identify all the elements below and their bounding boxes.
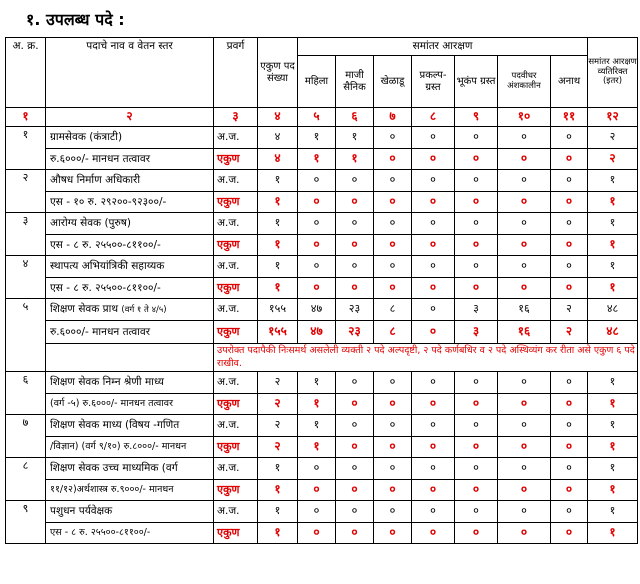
value-cell: १ — [258, 458, 298, 480]
row-number: ९ — [6, 501, 46, 544]
value-cell: १ — [336, 127, 374, 149]
total-cell: २ — [258, 394, 298, 415]
value-cell: ० — [498, 458, 551, 480]
index-cell: ४ — [258, 108, 298, 127]
category-cell: अ.ज. — [214, 170, 258, 192]
total-cell: ३ — [455, 321, 498, 344]
index-cell: ७ — [374, 108, 412, 127]
value-cell: ० — [412, 458, 455, 480]
total-cell: १ — [588, 394, 638, 415]
total-cell: १ — [258, 480, 298, 501]
category-cell: अ.ज. — [214, 256, 258, 278]
value-cell: ० — [551, 372, 588, 394]
value-cell: १ — [588, 372, 638, 394]
total-cell: २ — [588, 149, 638, 170]
value-cell: १ — [588, 213, 638, 235]
index-cell: १२ — [588, 108, 638, 127]
table-row — [6, 372, 638, 394]
value-cell: ० — [498, 501, 551, 523]
table-row — [6, 415, 638, 437]
total-cell: १ — [588, 523, 638, 544]
total-cell: ० — [374, 523, 412, 544]
total-cell: ० — [298, 523, 336, 544]
total-cell: १५५ — [258, 321, 298, 344]
header-sno: अ. क्र. — [6, 38, 46, 108]
total-cell: ० — [551, 523, 588, 544]
pay-scale: एस - ८ रु. २५५००-८११००/- — [46, 278, 214, 299]
value-cell: ० — [455, 501, 498, 523]
value-cell: ० — [412, 127, 455, 149]
header-other: समांतर आरक्षण व्यतिरिक्त (इतर) — [588, 38, 638, 108]
post-name — [46, 256, 214, 278]
total-label: एकुण — [214, 480, 258, 501]
total-label: एकुण — [214, 523, 258, 544]
post-name — [46, 127, 214, 149]
table-row — [6, 458, 638, 480]
total-cell: ० — [551, 394, 588, 415]
total-cell: ४ — [258, 149, 298, 170]
value-cell: ० — [412, 170, 455, 192]
total-cell: ० — [336, 394, 374, 415]
total-cell: ० — [412, 321, 455, 344]
index-cell: ११ — [551, 108, 588, 127]
value-cell: ० — [551, 458, 588, 480]
value-cell: ० — [336, 415, 374, 437]
total-cell: २ — [258, 437, 298, 458]
index-cell: २ — [46, 108, 214, 127]
value-cell: १ — [298, 127, 336, 149]
total-cell: ० — [498, 437, 551, 458]
index-row — [6, 108, 638, 127]
total-cell: ० — [498, 192, 551, 213]
total-cell: १ — [588, 235, 638, 256]
value-cell: १६ — [498, 299, 551, 321]
pay-scale: /विज्ञान) (वर्ग ९/१०) रु.८०००/- मानधन — [46, 437, 214, 458]
total-cell: ० — [498, 394, 551, 415]
index-cell: १० — [498, 108, 551, 127]
total-row — [6, 394, 638, 415]
value-cell: ० — [374, 127, 412, 149]
row-number: ७ — [6, 415, 46, 458]
table-row — [6, 127, 638, 149]
total-cell: ० — [374, 192, 412, 213]
total-row — [6, 235, 638, 256]
value-cell: ० — [298, 501, 336, 523]
value-cell: ० — [455, 415, 498, 437]
value-cell: २ — [258, 372, 298, 394]
value-cell: १ — [588, 256, 638, 278]
pay-scale: रु.६०००/- मानधन तत्वावर — [46, 149, 214, 170]
post-name-text: शिक्षण सेवक उच्च माध्यमिक (वर्ग — [50, 462, 178, 475]
row-number: ८ — [6, 458, 46, 501]
header-sub: पदवीधर अंशकालीन — [498, 56, 551, 108]
value-cell: ० — [374, 170, 412, 192]
value-cell: ० — [498, 415, 551, 437]
value-cell: ० — [551, 501, 588, 523]
total-cell: ० — [374, 149, 412, 170]
post-name — [46, 299, 214, 321]
value-cell: ४७ — [298, 299, 336, 321]
total-cell: ० — [374, 437, 412, 458]
value-cell: ० — [551, 256, 588, 278]
total-row — [6, 437, 638, 458]
total-label: एकुण — [214, 192, 258, 213]
value-cell: १ — [298, 372, 336, 394]
value-cell: १ — [298, 415, 336, 437]
value-cell: १ — [588, 501, 638, 523]
total-cell: १ — [298, 437, 336, 458]
index-cell: ३ — [214, 108, 258, 127]
total-cell: ० — [412, 149, 455, 170]
value-cell: ० — [498, 256, 551, 278]
post-name — [46, 372, 214, 394]
post-name-text: पशुधन पर्यवेक्षक — [50, 505, 113, 518]
value-cell: १ — [258, 256, 298, 278]
value-cell: ० — [336, 213, 374, 235]
header-post: पदाचे नाव व वेतन स्तर — [46, 38, 214, 108]
pay-scale: एस - ८ रु. २५५००-८११००/- — [46, 235, 214, 256]
value-cell: ० — [412, 256, 455, 278]
total-cell: १ — [258, 278, 298, 299]
value-cell: ० — [336, 256, 374, 278]
value-cell: ० — [412, 501, 455, 523]
value-cell: २३ — [336, 299, 374, 321]
total-cell: ० — [412, 278, 455, 299]
total-cell: ० — [455, 235, 498, 256]
category-cell: अ.ज. — [214, 213, 258, 235]
category-cell: अ.ज. — [214, 372, 258, 394]
row-number: ३ — [6, 213, 46, 256]
value-cell: २ — [258, 415, 298, 437]
total-cell: १ — [298, 394, 336, 415]
value-cell: ० — [498, 213, 551, 235]
total-cell: ० — [455, 480, 498, 501]
table-row — [6, 256, 638, 278]
header-sub: अनाथ — [551, 56, 588, 108]
post-name-text: स्थापत्य अभियांत्रिकी सहाय्यक — [50, 260, 165, 273]
header-category: प्रवर्ग — [214, 38, 258, 108]
total-cell: १ — [336, 149, 374, 170]
value-cell: ० — [455, 458, 498, 480]
table-row — [6, 501, 638, 523]
total-label: एकुण — [214, 321, 258, 344]
value-cell: १५५ — [258, 299, 298, 321]
value-cell: १ — [258, 213, 298, 235]
post-name — [46, 170, 214, 192]
value-cell: ० — [455, 256, 498, 278]
total-cell: ० — [455, 278, 498, 299]
value-cell: ० — [374, 372, 412, 394]
value-cell: ० — [412, 213, 455, 235]
total-row — [6, 321, 638, 344]
value-cell: ० — [412, 299, 455, 321]
category-cell: अ.ज. — [214, 127, 258, 149]
total-cell: ० — [498, 235, 551, 256]
total-cell: ० — [412, 437, 455, 458]
value-cell: ० — [336, 170, 374, 192]
total-label: एकुण — [214, 437, 258, 458]
total-label: एकुण — [214, 149, 258, 170]
value-cell: ० — [374, 501, 412, 523]
total-cell: ० — [374, 394, 412, 415]
total-cell: ० — [551, 192, 588, 213]
total-cell: १ — [588, 278, 638, 299]
total-cell: ० — [412, 523, 455, 544]
total-cell: ० — [336, 480, 374, 501]
total-cell: १ — [258, 192, 298, 213]
table-row — [6, 170, 638, 192]
header-sub: प्रकल्प-ग्रस्त — [412, 56, 455, 108]
post-name-text: आरोग्य सेवक (पुरुष) — [50, 217, 131, 230]
total-cell: ० — [298, 192, 336, 213]
header-total-posts: एकुण पद संख्या — [258, 38, 298, 108]
total-cell: ० — [455, 437, 498, 458]
value-cell: १ — [258, 170, 298, 192]
row-number: ६ — [6, 372, 46, 415]
value-cell: ४ — [258, 127, 298, 149]
reservation-note: उपरोक्त पदापैकी निःसमर्थ असलेली व्यक्ती २ पदे अल्पदृष्टी, २ पदे कर्णबधिर व २ पदे अस्थिव्यंग कर रीता असे एकुण ६ पदे राखीव. — [214, 344, 638, 372]
value-cell: ३ — [455, 299, 498, 321]
total-cell: ० — [298, 235, 336, 256]
total-cell: १ — [258, 523, 298, 544]
total-cell: ० — [455, 523, 498, 544]
header-parallel: समांतर आरक्षण — [298, 38, 588, 56]
total-cell: १६ — [498, 321, 551, 344]
post-name-class: (वर्ग १ ते ४/५) — [121, 305, 167, 316]
row-number: ४ — [6, 256, 46, 299]
total-cell: ० — [336, 192, 374, 213]
value-cell: ० — [298, 170, 336, 192]
total-cell: ० — [551, 278, 588, 299]
value-cell: ० — [551, 127, 588, 149]
value-cell: ० — [455, 213, 498, 235]
total-cell: ० — [374, 235, 412, 256]
total-row — [6, 523, 638, 544]
value-cell: ० — [374, 458, 412, 480]
value-cell: ० — [551, 415, 588, 437]
total-cell: ० — [336, 437, 374, 458]
total-cell: ० — [551, 149, 588, 170]
total-cell: ४८ — [588, 321, 638, 344]
header-sub: भूकंप ग्रस्त — [455, 56, 498, 108]
value-cell: ० — [551, 170, 588, 192]
value-cell: ० — [498, 372, 551, 394]
total-cell: ० — [455, 149, 498, 170]
category-cell: अ.ज. — [214, 415, 258, 437]
total-row — [6, 192, 638, 213]
index-cell: ५ — [298, 108, 336, 127]
value-cell: ० — [551, 213, 588, 235]
total-cell: ० — [412, 480, 455, 501]
row-number: १ — [6, 127, 46, 170]
post-name-text: औषध निर्माण अधिकारी — [50, 174, 141, 187]
total-cell: ० — [455, 394, 498, 415]
post-name-text: शिक्षण सेवक प्राथ — [50, 303, 119, 316]
value-cell: ० — [412, 415, 455, 437]
value-cell: २ — [551, 299, 588, 321]
pay-scale: एस - ८ रु. २५५००-८११००/- — [46, 523, 214, 544]
table-row — [6, 213, 638, 235]
post-name-text: शिक्षण सेवक निम्न श्रेणी माध्य — [50, 376, 165, 389]
value-cell: ० — [336, 372, 374, 394]
total-cell: ० — [374, 278, 412, 299]
post-name — [46, 213, 214, 235]
total-cell: १ — [588, 437, 638, 458]
posts-table — [5, 37, 638, 544]
index-cell: १ — [6, 108, 46, 127]
total-cell: ० — [412, 192, 455, 213]
total-label: एकुण — [214, 394, 258, 415]
post-name-text: शिक्षण सेवक माध्य (विषय -गणित — [50, 419, 180, 432]
total-cell: ० — [412, 394, 455, 415]
category-cell: अ.ज. — [214, 458, 258, 480]
header-sub: खेळाडू — [374, 56, 412, 108]
section-heading: १. उपलब्ध पदे : — [26, 10, 125, 29]
value-cell: ० — [298, 458, 336, 480]
total-cell: २ — [551, 321, 588, 344]
pay-scale: (वर्ग -५) रु.६०००/- मानधन तत्वावर — [46, 394, 214, 415]
post-name — [46, 415, 214, 437]
value-cell: ८ — [374, 299, 412, 321]
total-cell: ० — [551, 480, 588, 501]
pay-scale: रु.६०००/- मानधन तत्वावर — [46, 321, 214, 344]
pay-scale: ११/१२)अर्थशास्त्र रु.९०००/- मानधन — [46, 480, 214, 501]
total-cell: २३ — [336, 321, 374, 344]
total-cell: १ — [298, 149, 336, 170]
value-cell: ० — [374, 415, 412, 437]
total-cell: ० — [412, 235, 455, 256]
post-name — [46, 501, 214, 523]
total-label: एकुण — [214, 278, 258, 299]
total-label: एकुण — [214, 235, 258, 256]
value-cell: १ — [258, 501, 298, 523]
total-cell: ० — [498, 149, 551, 170]
value-cell: ० — [298, 213, 336, 235]
total-cell: ८ — [374, 321, 412, 344]
total-cell: ० — [498, 278, 551, 299]
value-cell: ० — [498, 170, 551, 192]
total-cell: ० — [374, 480, 412, 501]
value-cell: ० — [455, 127, 498, 149]
value-cell: ० — [298, 256, 336, 278]
total-row — [6, 278, 638, 299]
total-cell: ४७ — [298, 321, 336, 344]
note-row — [6, 344, 638, 372]
table-row — [6, 299, 638, 321]
post-name-text: ग्रामसेवक (कंत्राटी) — [50, 131, 123, 144]
value-cell: ० — [455, 170, 498, 192]
total-cell: ० — [336, 278, 374, 299]
total-cell: ० — [551, 437, 588, 458]
total-cell: १ — [588, 480, 638, 501]
value-cell: १ — [588, 170, 638, 192]
value-cell: ० — [374, 213, 412, 235]
total-row — [6, 480, 638, 501]
value-cell: ० — [336, 458, 374, 480]
total-cell: १ — [588, 192, 638, 213]
post-name — [46, 458, 214, 480]
value-cell: ० — [374, 256, 412, 278]
total-cell: १ — [258, 235, 298, 256]
total-cell: ० — [498, 523, 551, 544]
total-cell: ० — [551, 235, 588, 256]
pay-scale: एस - १० रु. २९२००-९२३००/- — [46, 192, 214, 213]
total-row — [6, 149, 638, 170]
header-sub: माजी सैनिक — [336, 56, 374, 108]
category-cell: अ.ज. — [214, 299, 258, 321]
category-cell: अ.ज. — [214, 501, 258, 523]
index-cell: ६ — [336, 108, 374, 127]
total-cell: ० — [336, 523, 374, 544]
total-cell: ० — [455, 192, 498, 213]
value-cell: १ — [588, 458, 638, 480]
value-cell: ० — [498, 127, 551, 149]
total-cell: ० — [336, 235, 374, 256]
value-cell: ० — [412, 372, 455, 394]
row-number: २ — [6, 170, 46, 213]
header-sub: महिला — [298, 56, 336, 108]
total-cell: ० — [298, 278, 336, 299]
value-cell: १ — [588, 415, 638, 437]
index-cell: ८ — [412, 108, 455, 127]
value-cell: ० — [336, 501, 374, 523]
value-cell: २ — [588, 127, 638, 149]
total-cell: ० — [298, 480, 336, 501]
value-cell: ० — [455, 372, 498, 394]
row-number: ५ — [6, 299, 46, 372]
value-cell: ४८ — [588, 299, 638, 321]
total-cell: ० — [498, 480, 551, 501]
index-cell: ९ — [455, 108, 498, 127]
note-spacer — [46, 344, 214, 372]
